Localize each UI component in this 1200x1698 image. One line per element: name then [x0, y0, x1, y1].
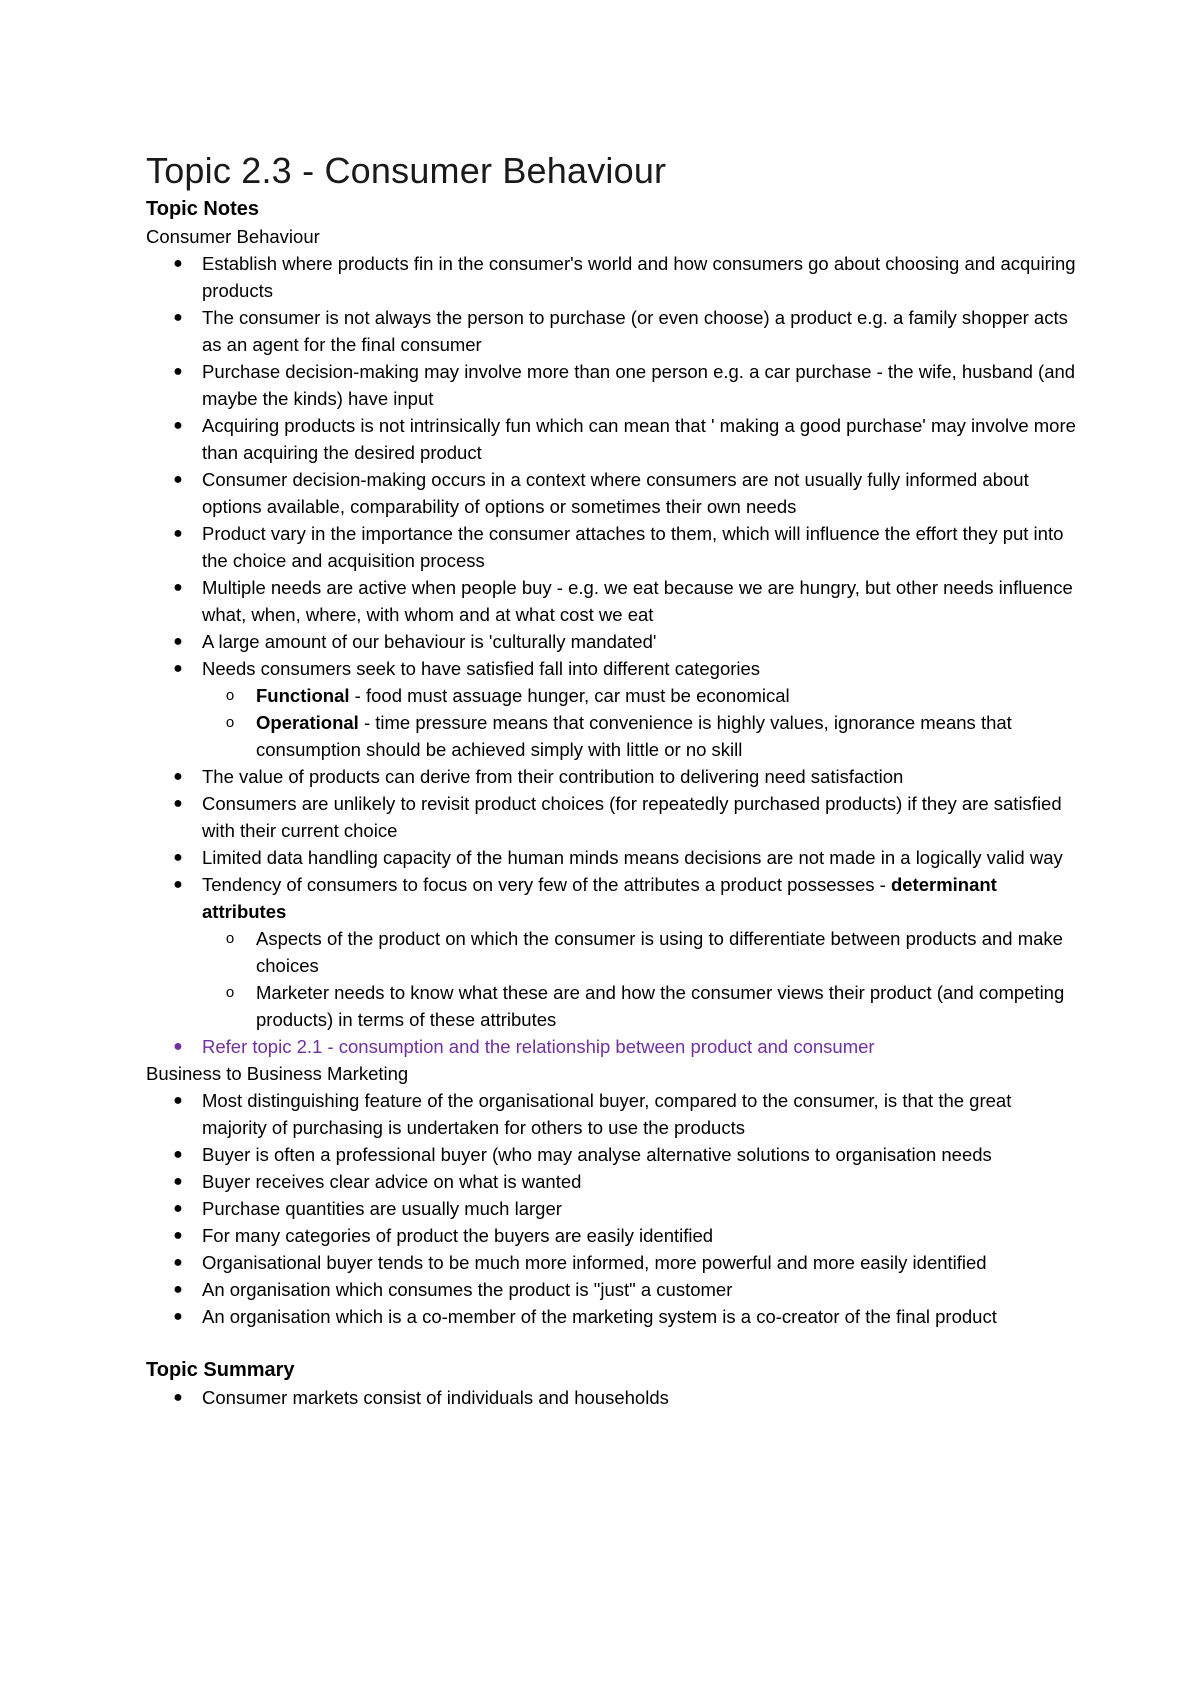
consumer-behaviour-list	[146, 250, 1076, 1060]
bullet-icon: ●	[173, 525, 183, 542]
sublist-item: o Operational - time pressure means that convenience is highly values, ignorance means that consumption should be achieved simply with little or no skill	[202, 709, 1076, 763]
list-item: ● An organisation which is a co-member of the marketing system is a co-creator of the final product	[146, 1303, 1076, 1330]
document-page	[146, 146, 1076, 1411]
b2b-heading: Business to Business Marketing	[146, 1063, 409, 1084]
list-item: ● Establish where products fin in the consumer's world and how consumers go about choosing and acquiring products	[146, 250, 1076, 304]
list-item: ● Consumer markets consist of individuals and households	[146, 1384, 1076, 1411]
circle-bullet-icon: o	[225, 687, 235, 704]
bullet-icon: ●	[173, 768, 183, 785]
list-item: ● Buyer is often a professional buyer (who may analyse alternative solutions to organisation needs	[146, 1141, 1076, 1168]
bullet-icon: ●	[173, 1092, 183, 1109]
list-item: ● The value of products can derive from their contribution to delivering need satisfaction	[146, 763, 1076, 790]
b2b-list	[146, 1087, 1076, 1330]
list-item: ● For many categories of product the buyers are easily identified	[146, 1222, 1076, 1249]
topic-notes-heading: Topic Notes	[146, 198, 259, 220]
list-item: ● Purchase decision-making may involve more than one person e.g. a car purchase - the wife, husband (and maybe the kinds) have input	[146, 358, 1076, 412]
bullet-icon: ●	[173, 309, 183, 326]
sublist-item: o Functional - food must assuage hunger, car must be economical	[202, 682, 1076, 709]
sublist-item: o Aspects of the product on which the consumer is using to differentiate between products and make choices	[202, 925, 1076, 979]
bullet-icon: ●	[173, 1281, 183, 1298]
bullet-icon: ●	[173, 579, 183, 596]
list-item: ● Most distinguishing feature of the organisational buyer, compared to the consumer, is that the great majority of purchasing is undertaken for others to use the products	[146, 1087, 1076, 1141]
list-item: ● An organisation which consumes the product is "just" a customer	[146, 1276, 1076, 1303]
bullet-icon: ●	[173, 849, 183, 866]
bullet-icon: ●	[173, 1146, 183, 1163]
bullet-icon: ●	[173, 363, 183, 380]
needs-categories-sublist	[202, 682, 1076, 763]
consumer-behaviour-heading: Consumer Behaviour	[146, 226, 320, 247]
bullet-icon: ●	[173, 1227, 183, 1244]
bullet-icon: ●	[173, 876, 183, 893]
determinant-attributes-sublist	[202, 925, 1076, 1033]
document-title: Topic 2.3 - Consumer Behaviour	[146, 150, 667, 191]
bullet-icon: ●	[173, 1308, 183, 1325]
list-item: ● Product vary in the importance the consumer attaches to them, which will influence the effort they put into the choice and acquisition process	[146, 520, 1076, 574]
list-item: ● Buyer receives clear advice on what is wanted	[146, 1168, 1076, 1195]
list-item: ● Multiple needs are active when people buy - e.g. we eat because we are hungry, but other needs influence what, when, where, with whom and at what cost we eat	[146, 574, 1076, 628]
list-item: ● The consumer is not always the person to purchase (or even choose) a product e.g. a family shopper acts as an agent for the final consumer	[146, 304, 1076, 358]
topic-summary-list	[146, 1384, 1076, 1411]
bullet-icon: ●	[173, 1200, 183, 1217]
bullet-icon: ●	[173, 1254, 183, 1271]
bullet-icon: ●	[173, 1389, 183, 1406]
circle-bullet-icon: o	[225, 714, 235, 731]
bullet-icon: ●	[173, 1038, 183, 1055]
circle-bullet-icon: o	[225, 930, 235, 947]
list-item: ● Consumers are unlikely to revisit product choices (for repeatedly purchased products) if they are satisfied with their current choice	[146, 790, 1076, 844]
list-item: ● Tendency of consumers to focus on very few of the attributes a product possesses - determinant attributes o Aspects of the product on which the consumer is using to differentiate between products and make choices o Marketer needs to know what these are and how the consumer views their product (and competing products) in terms of these attributes	[146, 871, 1076, 1033]
bullet-icon: ●	[173, 795, 183, 812]
list-item: ● Consumer decision-making occurs in a context where consumers are not usually fully informed about options available, comparability of options or sometimes their own needs	[146, 466, 1076, 520]
bullet-icon: ●	[173, 660, 183, 677]
list-item: ● Limited data handling capacity of the human minds means decisions are not made in a logically valid way	[146, 844, 1076, 871]
list-item: ● Acquiring products is not intrinsically fun which can mean that ' making a good purchase' may involve more than acquiring the desired product	[146, 412, 1076, 466]
circle-bullet-icon: o	[225, 984, 235, 1001]
bullet-icon: ●	[173, 471, 183, 488]
list-item: ● Purchase quantities are usually much larger	[146, 1195, 1076, 1222]
bullet-icon: ●	[173, 255, 183, 272]
bullet-icon: ●	[173, 1173, 183, 1190]
list-item: ● Organisational buyer tends to be much more informed, more powerful and more easily identified	[146, 1249, 1076, 1276]
bullet-icon: ●	[173, 417, 183, 434]
bullet-icon: ●	[173, 633, 183, 650]
cross-reference-item: ● Refer topic 2.1 - consumption and the relationship between product and consumer	[146, 1033, 1076, 1060]
sublist-item: o Marketer needs to know what these are and how the consumer views their product (and competing products) in terms of these attributes	[202, 979, 1076, 1033]
list-item: ● A large amount of our behaviour is 'culturally mandated'	[146, 628, 1076, 655]
list-item: ● Needs consumers seek to have satisfied fall into different categories o Functional - food must assuage hunger, car must be economical o Operational - time pressure means that convenience is highly values, ignorance means that consumption should be achieved simply with little or no skill	[146, 655, 1076, 763]
topic-summary-heading: Topic Summary	[146, 1359, 295, 1381]
